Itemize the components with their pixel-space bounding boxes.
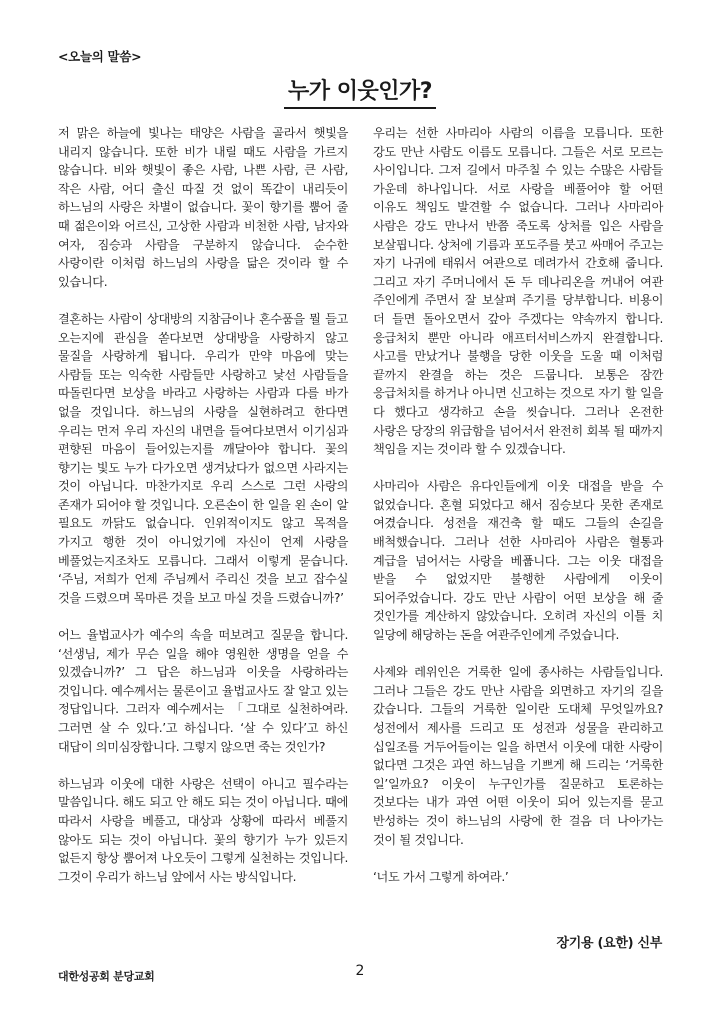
paragraph: 저 맑은 하늘에 빛나는 태양은 사람을 골라서 햇빛을 내리지 않습니다. 또한 비가 내릴 때도 사람을 가르지 않습니다. 비와 햇빛이 좋은 사람, 나쁜 사람, 큰 사람, 작은 사람, 어디 출신 따질 것 없이 똑같이 내리듯이 하느님의 사랑은 차별이 없습니다. 꽃이 향기를 뿜어 줄 때 젊은이와 어르신, 고상한 사람과 비천한 사람, 남자와 여자, 짐승과 사람을 구분하지 않습니다. 순수한 사랑이란 이처럼 하느님의 사랑을 닮은 것이라 할 수 있습니다. <box>58 126 348 289</box>
title-text: 누가 이웃인가? <box>284 74 436 109</box>
right-column <box>373 124 663 905</box>
paragraph: 우리는 선한 사마리아 사람의 이름을 모릅니다. 또한 강도 만난 사람도 이름도 모릅니다. 그들은 서로 모르는 사이입니다. 그저 길에서 마주칠 수 있는 수많은 사람들 가운데 하나입니다. 서로 사랑을 베풀어야 할 어떤 이유도 책임도 발견할 수 없습니다. 그러나 사마리아 사람은 강도 만나서 반쯤 죽도록 상처를 입은 사람을 보살핍니다. 상처에 기름과 포도주를 붓고 싸매어 주고는 자기 나귀에 태워서 여관으로 데려가서 간호해 줍니다. 그리고 자기 주머니에서 돈 두 데나리온을 꺼내어 여관 주인에게 주면서 잘 보살펴 주기를 당부합니다. 비용이 더 들면 돌아오면서 갚아 주겠다는 약속까지 합니다. 응급처치 뿐만 아니라 애프터서비스까지 완결합니다. 사고를 만났거나 불행을 당한 이웃을 도울 때 이처럼 끝까지 완결을 하는 것은 드뭅니다. 보통은 잠깐 응급처치를 하거나 아니면 신고하는 것으로 자기 할 일을 다 했다고 생각하고 손을 씻습니다. 그러나 온전한 사랑은 당장의 위급함을 넘어서서 완전히 회복 될 때까지 책임을 지는 것이라 할 수 있겠습니다. <box>373 126 663 457</box>
page-title <box>0 74 720 109</box>
paragraph: 하느님과 이웃에 대한 사랑은 선택이 아니고 필수라는 말씀입니다. 해도 되고 안 해도 되는 것이 아닙니다. 때에 따라서 사랑을 베풀고, 대상과 상황에 따라서 베풀지 않아도 되는 것이 아닙니다. 꽃의 향기가 누가 있든지 없든지 항상 뿜어져 나오듯이 그렇게 실천하는 것입니다. 그것이 우리가 하느님 앞에서 사는 방식입니다. <box>58 776 348 884</box>
paragraph: 결혼하는 사람이 상대방의 지참금이나 혼수품을 뭘 들고 오는지에 관심을 쏟다보면 상대방을 사랑하지 않고 물질을 사랑하게 됩니다. 우리가 만약 마음에 맞는 사람들 또는 익숙한 사람들만 사랑하고 낯선 사람들을 따돌린다면 보상을 바라고 사랑하는 사람과 다를 바가 없을 것입니다. 하느님의 사랑을 실현하려고 한다면 우리는 먼저 우리 자신의 내면을 들여다보면서 이기심과 편향된 마음이 들어있는지를 깨달아야 합니다. 꽃의 향기는 빛도 누가 다가오면 생겨났다가 없으면 사라지는 것이 아닙니다. 마찬가지로 우리 스스로 그런 사랑의 존재가 되어야 할 것입니다. 오른손이 한 일을 왼 손이 알 필요도 까닭도 없습니다. 인위적이지도 않고 목적을 가지고 행한 것이 아니었기에 자신이 언제 사랑을 베풀었는지조차도 모릅니다. 그래서 이렇게 묻습니다. ‘주님, 저희가 언제 주님께서 주리신 것을 보고 잡수실 것을 드렸으며 목마른 것을 보고 마실 것을 드렸습니까?’ <box>58 311 348 605</box>
left-column <box>58 124 348 905</box>
footer-organization: 대한성공회 분당교회 <box>58 970 155 983</box>
paragraph: 어느 율법교사가 예수의 속을 떠보려고 질문을 합니다. ‘선생님, 제가 무슨 일을 해야 영원한 생명을 얻을 수 있겠습니까?’ 그 답은 하느님과 이웃을 사랑하라는 것입니다. 예수께서는 물론이고 율법교사도 잘 알고 있는 정답입니다. 그러자 예수께서는 「그대로 실천하여라. 그러면 살 수 있다.’고 하십니다. ‘살 수 있다’고 하신 대답이 의미심장합니다. 그렇지 않으면 죽는 것인가? <box>58 628 348 754</box>
author-signature: 장기용 (요한) 신부 <box>556 936 662 951</box>
section-label: <오늘의 말씀> <box>58 49 142 64</box>
closing-quote: ‘너도 가서 그렇게 하여라.’ <box>373 869 509 884</box>
paragraph: 사마리아 사람은 유다인들에게 이웃 대접을 받을 수 없었습니다. 혼혈 되었다고 해서 짐승보다 못한 존재로 여겼습니다. 성전을 재건축 할 때도 그들의 손길을 배척했습니다. 그러나 선한 사마리아 사람은 혈통과 계급을 넘어서는 사랑을 베풉니다. 그는 이웃 대접을 받을 수 없었지만 불행한 사람에게 이웃이 되어주었습니다. 강도 만난 사람이 어떤 보상을 해 줄 것인가를 계산하지 않았습니다. 오히려 자신의 이틀 치 일당에 해당하는 돈을 여관주인에게 주었습니다. <box>373 479 663 643</box>
paragraph: 사제와 레위인은 거룩한 일에 종사하는 사람들입니다. 그러나 그들은 강도 만난 사람을 외면하고 자기의 길을 갔습니다. 그들의 거룩한 일이란 도대체 무엇일까요? 성전에서 제사를 드리고 또 성전과 성물을 관리하고 십일조를 거두어들이는 일을 하면서 이웃에 대한 사랑이 없다면 그것은 과연 하느님을 기쁘게 해 드리는 ‘거룩한 일’일까요? 이웃이 누구인가를 질문하고 토론하는 것보다는 내가 과연 어떤 이웃이 되어 있는지를 묻고 반성하는 것이 하느님의 사랑에 한 걸음 더 나아가는 것이 될 것입니다. <box>373 665 663 847</box>
page-number: 2 <box>355 963 365 979</box>
